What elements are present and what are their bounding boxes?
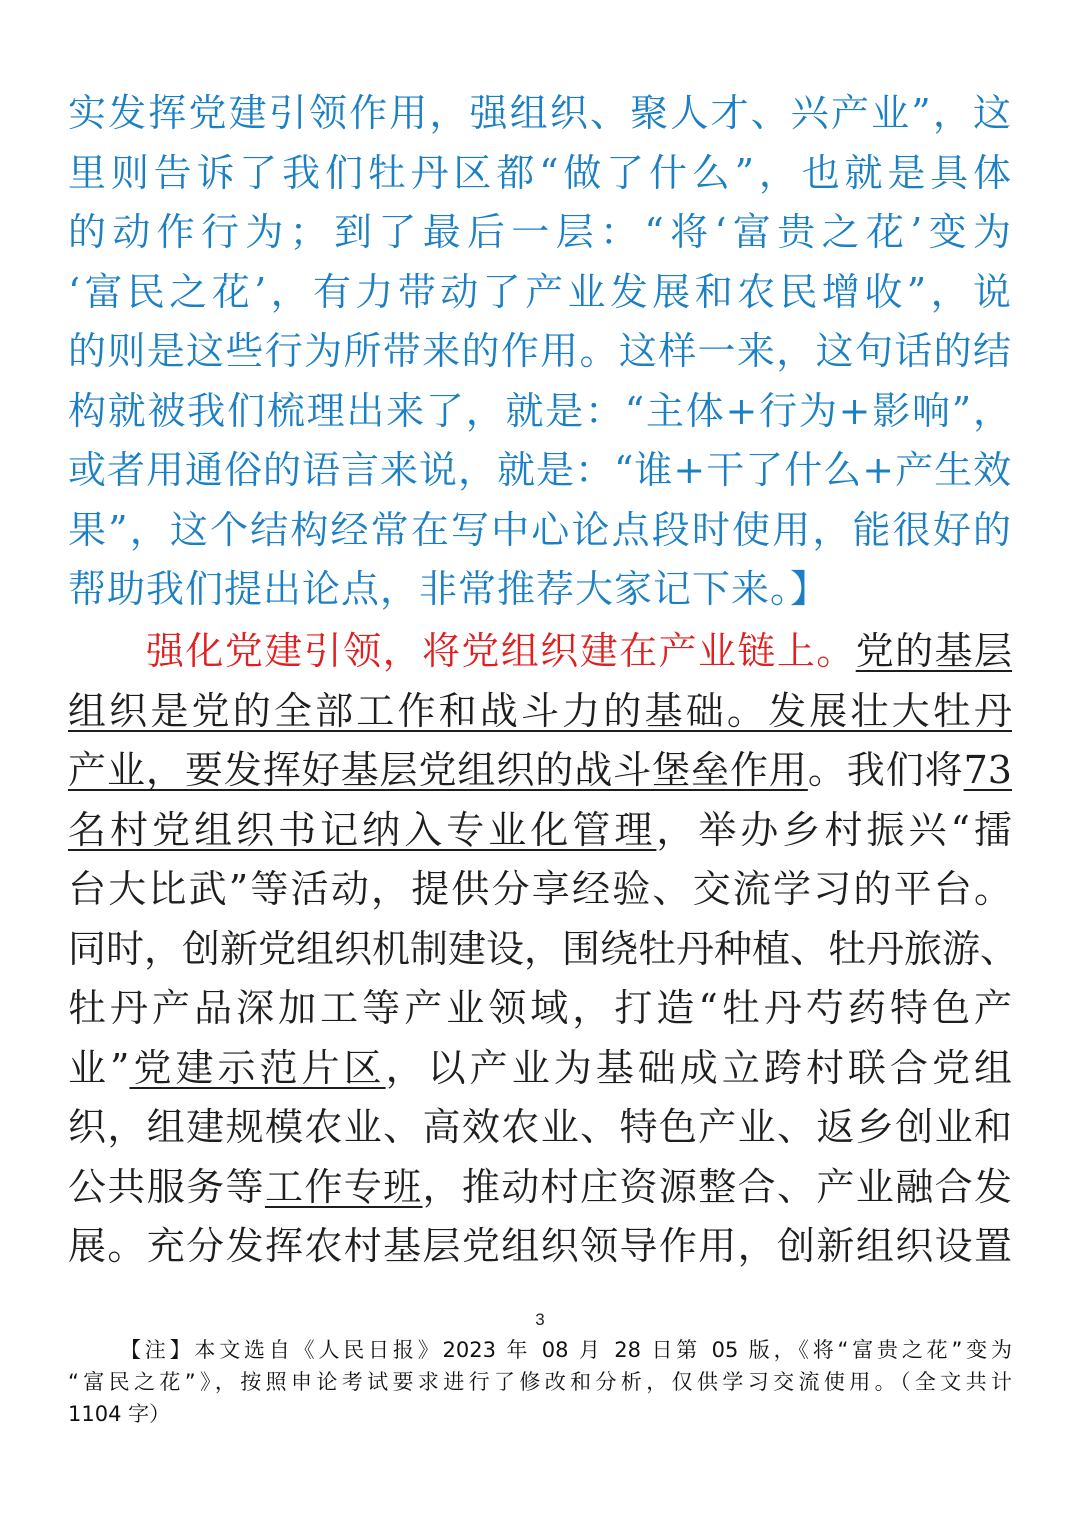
section-heading: 强化党建引领，将党组织建在产业链上。: [146, 629, 856, 673]
paragraph-line: [68, 682, 1012, 742]
analysis-line: 或者用通俗的语言来说，就是：“谁+干了什么+产生效: [68, 448, 1013, 492]
paragraph-line: 展。充分发挥农村基层党组织领导作用，创新组织设置: [68, 1224, 1012, 1268]
paragraph-line: 台大比武”等活动，提供分享经验、交流学习的平台。: [68, 867, 1012, 911]
footnote-line: “富民之花”》，按照申论考试要求进行了修改和分析，仅供学习交流使用。（全文共计: [68, 1370, 1012, 1394]
analysis-line: 帮助我们提出论点，非常推荐大家记下来。】: [68, 567, 830, 611]
analysis-line: 实发挥党建引领作用，强组织、聚人才、兴产业”，这: [68, 91, 1012, 135]
underlined-text: 党建示范片区: [129, 1045, 386, 1090]
footnote-line: 1104 字）: [68, 1402, 171, 1426]
body-paragraph: [68, 622, 1019, 1277]
footnote: [68, 1334, 1012, 1430]
analysis-line: 里则告诉了我们牡丹区都“做了什么”，也就是具体: [68, 150, 1012, 195]
paragraph-text: ，举办乡村振兴“擂: [656, 807, 1012, 852]
underlined-text: 产业，要发挥好基层党组织的战斗堡垒作用: [68, 748, 808, 792]
paragraph-text: 业”: [68, 1045, 130, 1090]
paragraph-line: [68, 741, 1012, 801]
paragraph-line: [68, 622, 1012, 682]
analysis-line: ‘富民之花’，有力带动了产业发展和农民增收”，说: [68, 269, 1012, 314]
analysis-line: 果”，这个结构经常在写中心论点段时使用，能很好的: [68, 507, 1012, 552]
paragraph-line: 织，组建规模农业、高效农业、特色产业、返乡创业和: [68, 1105, 1012, 1149]
underlined-text: 党的基层: [855, 629, 1012, 673]
paragraph-line: [68, 1158, 1012, 1218]
analysis-line: 的则是这些行为所带来的作用。这样一来，这句话的结: [68, 329, 1012, 373]
paragraph-text: ，推动村庄资源整合、产业融合发: [422, 1164, 1012, 1209]
analysis-text-block: [68, 84, 1012, 620]
underlined-text: 组织是党的全部工作和战斗力的基础。发展壮大牡丹: [68, 688, 1012, 733]
paragraph-text: ，以产业为基础成立跨村联合党组: [385, 1045, 1012, 1090]
footnote-line: 【注】本文选自《人民日报》2023 年 08 月 28 日第 05 版，《将“富贵之花”变为: [120, 1338, 1012, 1362]
underlined-text: 名村党组织书记纳入专业化管理: [68, 807, 657, 852]
paragraph-line: 牡丹产品深加工等产业领域，打造“牡丹芍药特色产: [68, 986, 1012, 1030]
analysis-line: 构就被我们梳理出来了，就是：“主体+行为+影响”，: [68, 388, 1012, 433]
paragraph-line: [68, 801, 1012, 861]
paragraph-text: 公共服务等: [68, 1164, 265, 1209]
page-number: 3: [535, 1310, 545, 1329]
analysis-line: 的动作行为；到了最后一层：“将‘富贵之花’变为: [68, 210, 1012, 254]
underlined-text: 73: [963, 748, 1012, 792]
paragraph-text: 。我们将: [807, 748, 964, 792]
paragraph-line: [68, 1039, 1012, 1099]
paragraph-line: 同时，创新党组织机制建设，围绕牡丹种植、牡丹旅游、: [68, 926, 1019, 971]
underlined-text: 工作专班: [264, 1164, 423, 1209]
